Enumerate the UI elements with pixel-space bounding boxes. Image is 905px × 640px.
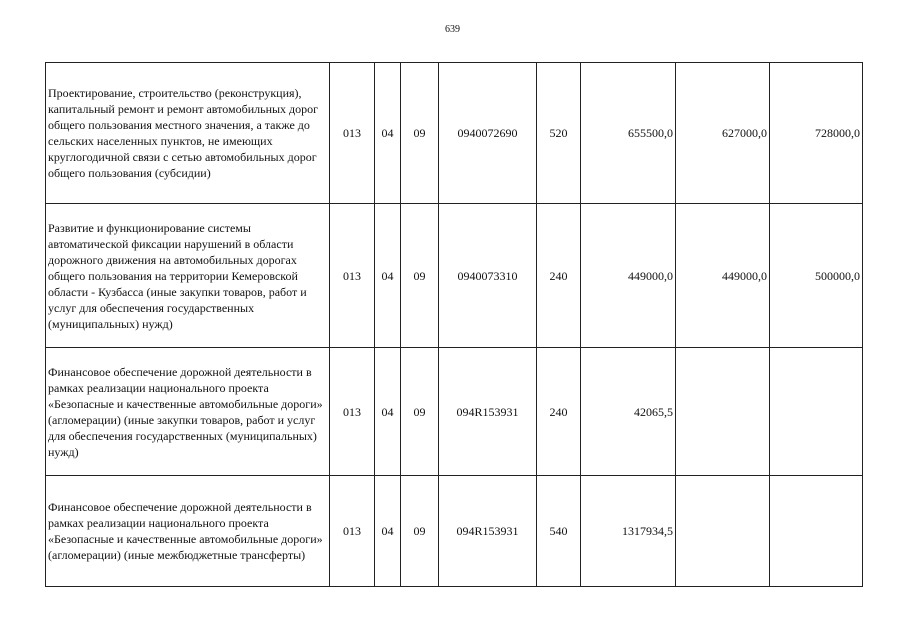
- target-article-code: 094R153931: [439, 476, 537, 587]
- amount-year-3: 500000,0: [770, 204, 863, 348]
- section-code: 04: [375, 204, 401, 348]
- amount-year-2: 627000,0: [676, 63, 770, 204]
- subsection-code: 09: [401, 204, 439, 348]
- amount-year-3: 728000,0: [770, 63, 863, 204]
- subsection-code: 09: [401, 63, 439, 204]
- amount-year-3: [770, 476, 863, 587]
- amount-year-2: [676, 348, 770, 476]
- section-code: 04: [375, 476, 401, 587]
- amount-year-1: 1317934,5: [581, 476, 676, 587]
- amount-year-3: [770, 348, 863, 476]
- row-description: Развитие и функционирование системы автоматической фиксации нарушений в области дорожного движения на автомобильных дорогах общего пользования на территории Кемеровской области - Кузбасса (иные закупки товаров, работ и услуг для обеспечения государственных (муниципальных) нужд): [46, 204, 330, 348]
- table-row: [46, 204, 863, 348]
- row-description: Финансовое обеспечение дорожной деятельности в рамках реализации национального проекта «Безопасные и качественные автомобильные дороги» (агломерации) (иные закупки товаров, работ и услуг для обеспечения государственных (муниципальных) нужд): [46, 348, 330, 476]
- row-description: Финансовое обеспечение дорожной деятельности в рамках реализации национального проекта «Безопасные и качественные автомобильные дороги» (агломерации) (иные межбюджетные трансферты): [46, 476, 330, 587]
- amount-year-1: 42065,5: [581, 348, 676, 476]
- table-row: [46, 348, 863, 476]
- amount-year-2: [676, 476, 770, 587]
- target-article-code: 094R153931: [439, 348, 537, 476]
- amount-year-1: 449000,0: [581, 204, 676, 348]
- expense-type-code: 540: [537, 476, 581, 587]
- table-row: [46, 476, 863, 587]
- subsection-code: 09: [401, 348, 439, 476]
- ministry-code: 013: [330, 348, 375, 476]
- target-article-code: 0940073310: [439, 204, 537, 348]
- budget-table: [45, 62, 863, 587]
- ministry-code: 013: [330, 476, 375, 587]
- ministry-code: 013: [330, 63, 375, 204]
- amount-year-2: 449000,0: [676, 204, 770, 348]
- subsection-code: 09: [401, 476, 439, 587]
- expense-type-code: 520: [537, 63, 581, 204]
- target-article-code: 0940072690: [439, 63, 537, 204]
- table-row: [46, 63, 863, 204]
- section-code: 04: [375, 63, 401, 204]
- expense-type-code: 240: [537, 348, 581, 476]
- section-code: 04: [375, 348, 401, 476]
- row-description: Проектирование, строительство (реконструкция), капитальный ремонт и ремонт автомобильных дорог общего пользования местного значения, а также до сельских населенных пунктов, не имеющих круглогодичной связи с сетью автомобильных дорог общего пользования (субсидии): [46, 63, 330, 204]
- amount-year-1: 655500,0: [581, 63, 676, 204]
- ministry-code: 013: [330, 204, 375, 348]
- page-number: 639: [445, 24, 460, 35]
- expense-type-code: 240: [537, 204, 581, 348]
